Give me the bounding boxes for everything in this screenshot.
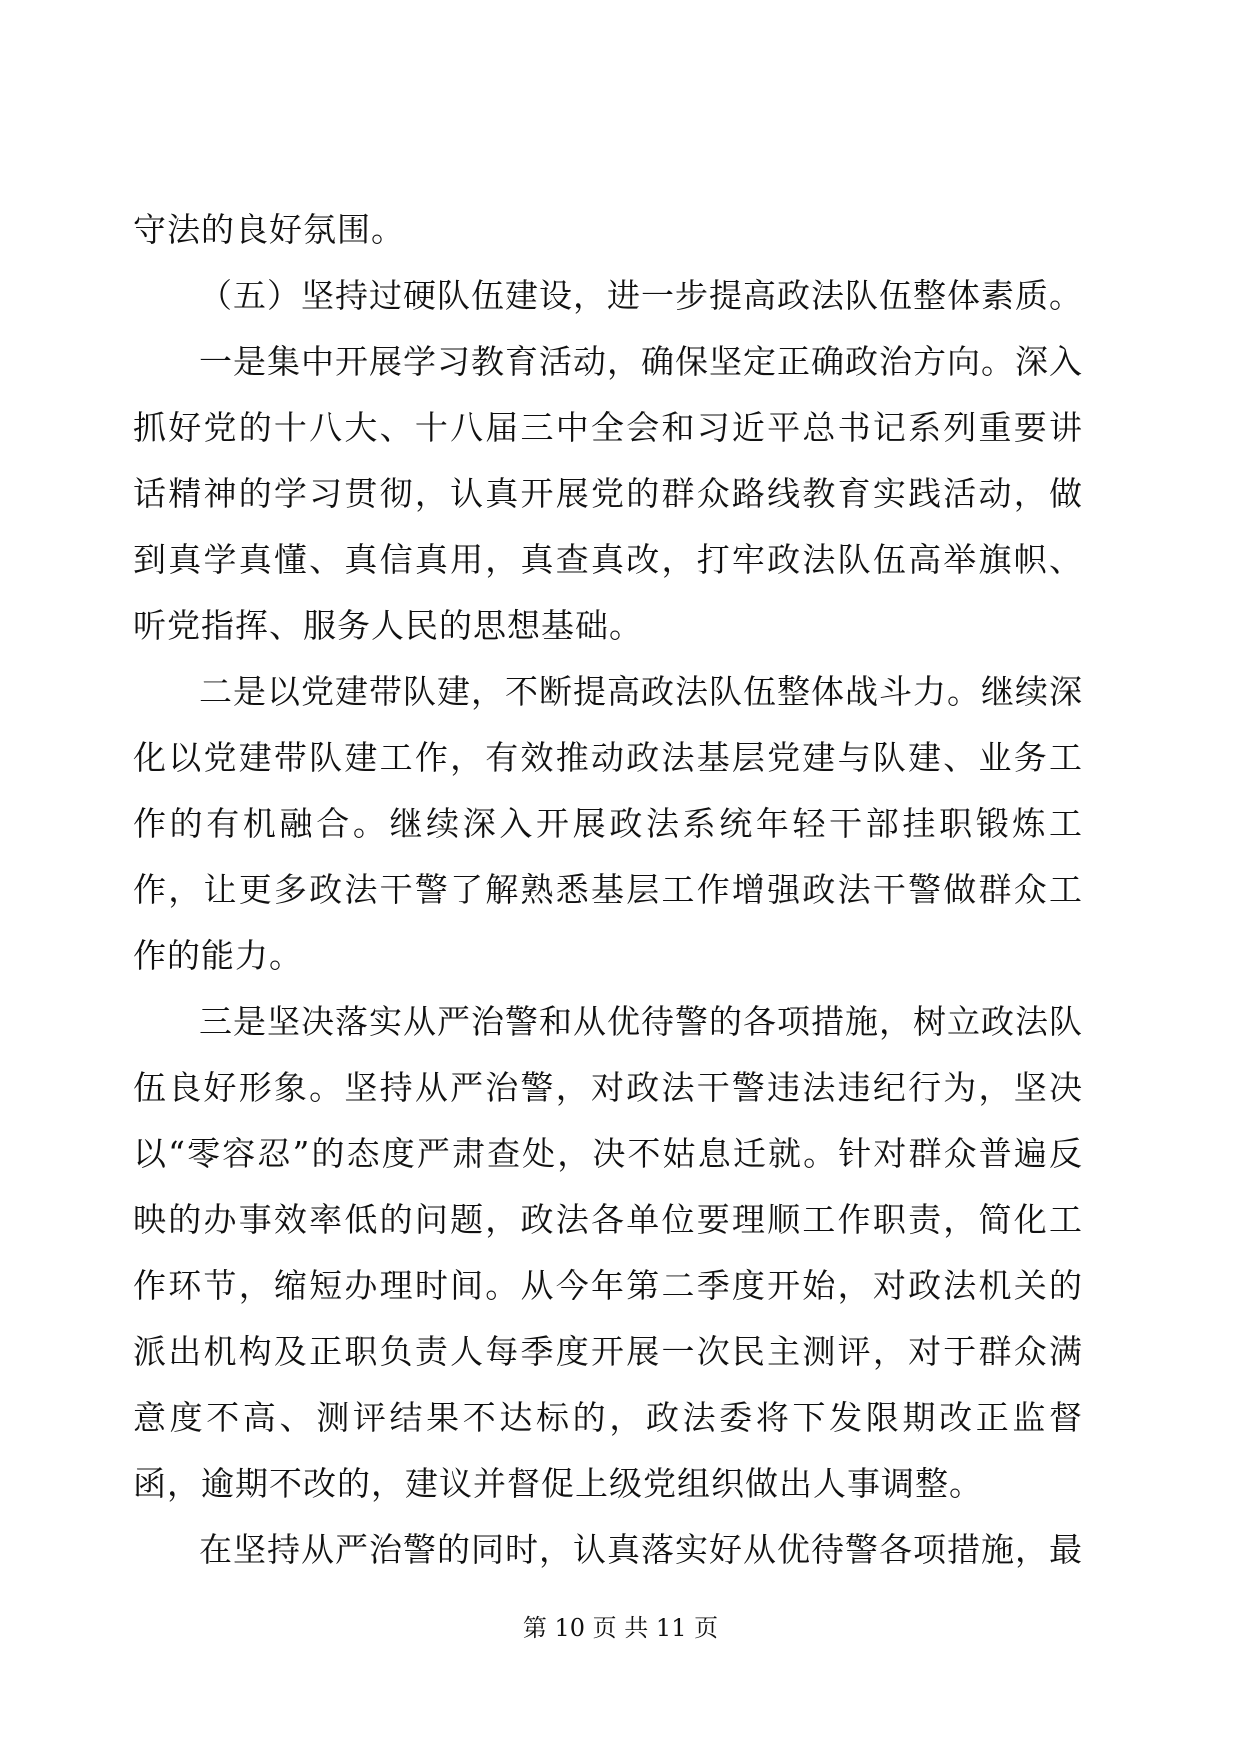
paragraph: 二是以党建带队建，不断提高政法队伍整体战斗力。继续深化以党建带队建工作，有效推动政法基层党建与队建、业务工作的有机融合。继续深入开展政法系统年轻干部挂职锻炼工作，让更多政法干警了解熟悉基层工作增强政法干警做群众工作的能力。 [133, 672, 1083, 975]
page-footer [0, 1608, 1241, 1643]
paragraph-continuation: 守法的良好氛围。 [133, 210, 405, 249]
document-body [133, 197, 1083, 1583]
paragraph: 在坚持从严治警的同时，认真落实好从优待警各项措施，最 [199, 1530, 1083, 1569]
section-heading: （五）坚持过硬队伍建设，进一步提高政法队伍整体素质。 [199, 276, 1083, 315]
page-number-label: 第 10 页 共 11 页 [522, 1614, 719, 1642]
paragraph: 三是坚决落实从严治警和从优待警的各项措施，树立政法队伍良好形象。坚持从严治警，对政法干警违法违纪行为，坚决以“零容忍”的态度严肃查处，决不姑息迁就。针对群众普遍反映的办事效率低的问题，政法各单位要理顺工作职责，简化工作环节，缩短办理时间。从今年第二季度开始，对政法机关的派出机构及正职负责人每季度开展一次民主测评，对于群众满意度不高、测评结果不达标的，政法委将下发限期改正监督函，逾期不改的，建议并督促上级党组织做出人事调整。 [133, 1002, 1083, 1503]
paragraph: 一是集中开展学习教育活动，确保坚定正确政治方向。深入抓好党的十八大、十八届三中全会和习近平总书记系列重要讲话精神的学习贯彻，认真开展党的群众路线教育实践活动，做到真学真懂、真信真用，真查真改，打牢政法队伍高举旗帜、听党指挥、服务人民的思想基础。 [133, 342, 1083, 645]
